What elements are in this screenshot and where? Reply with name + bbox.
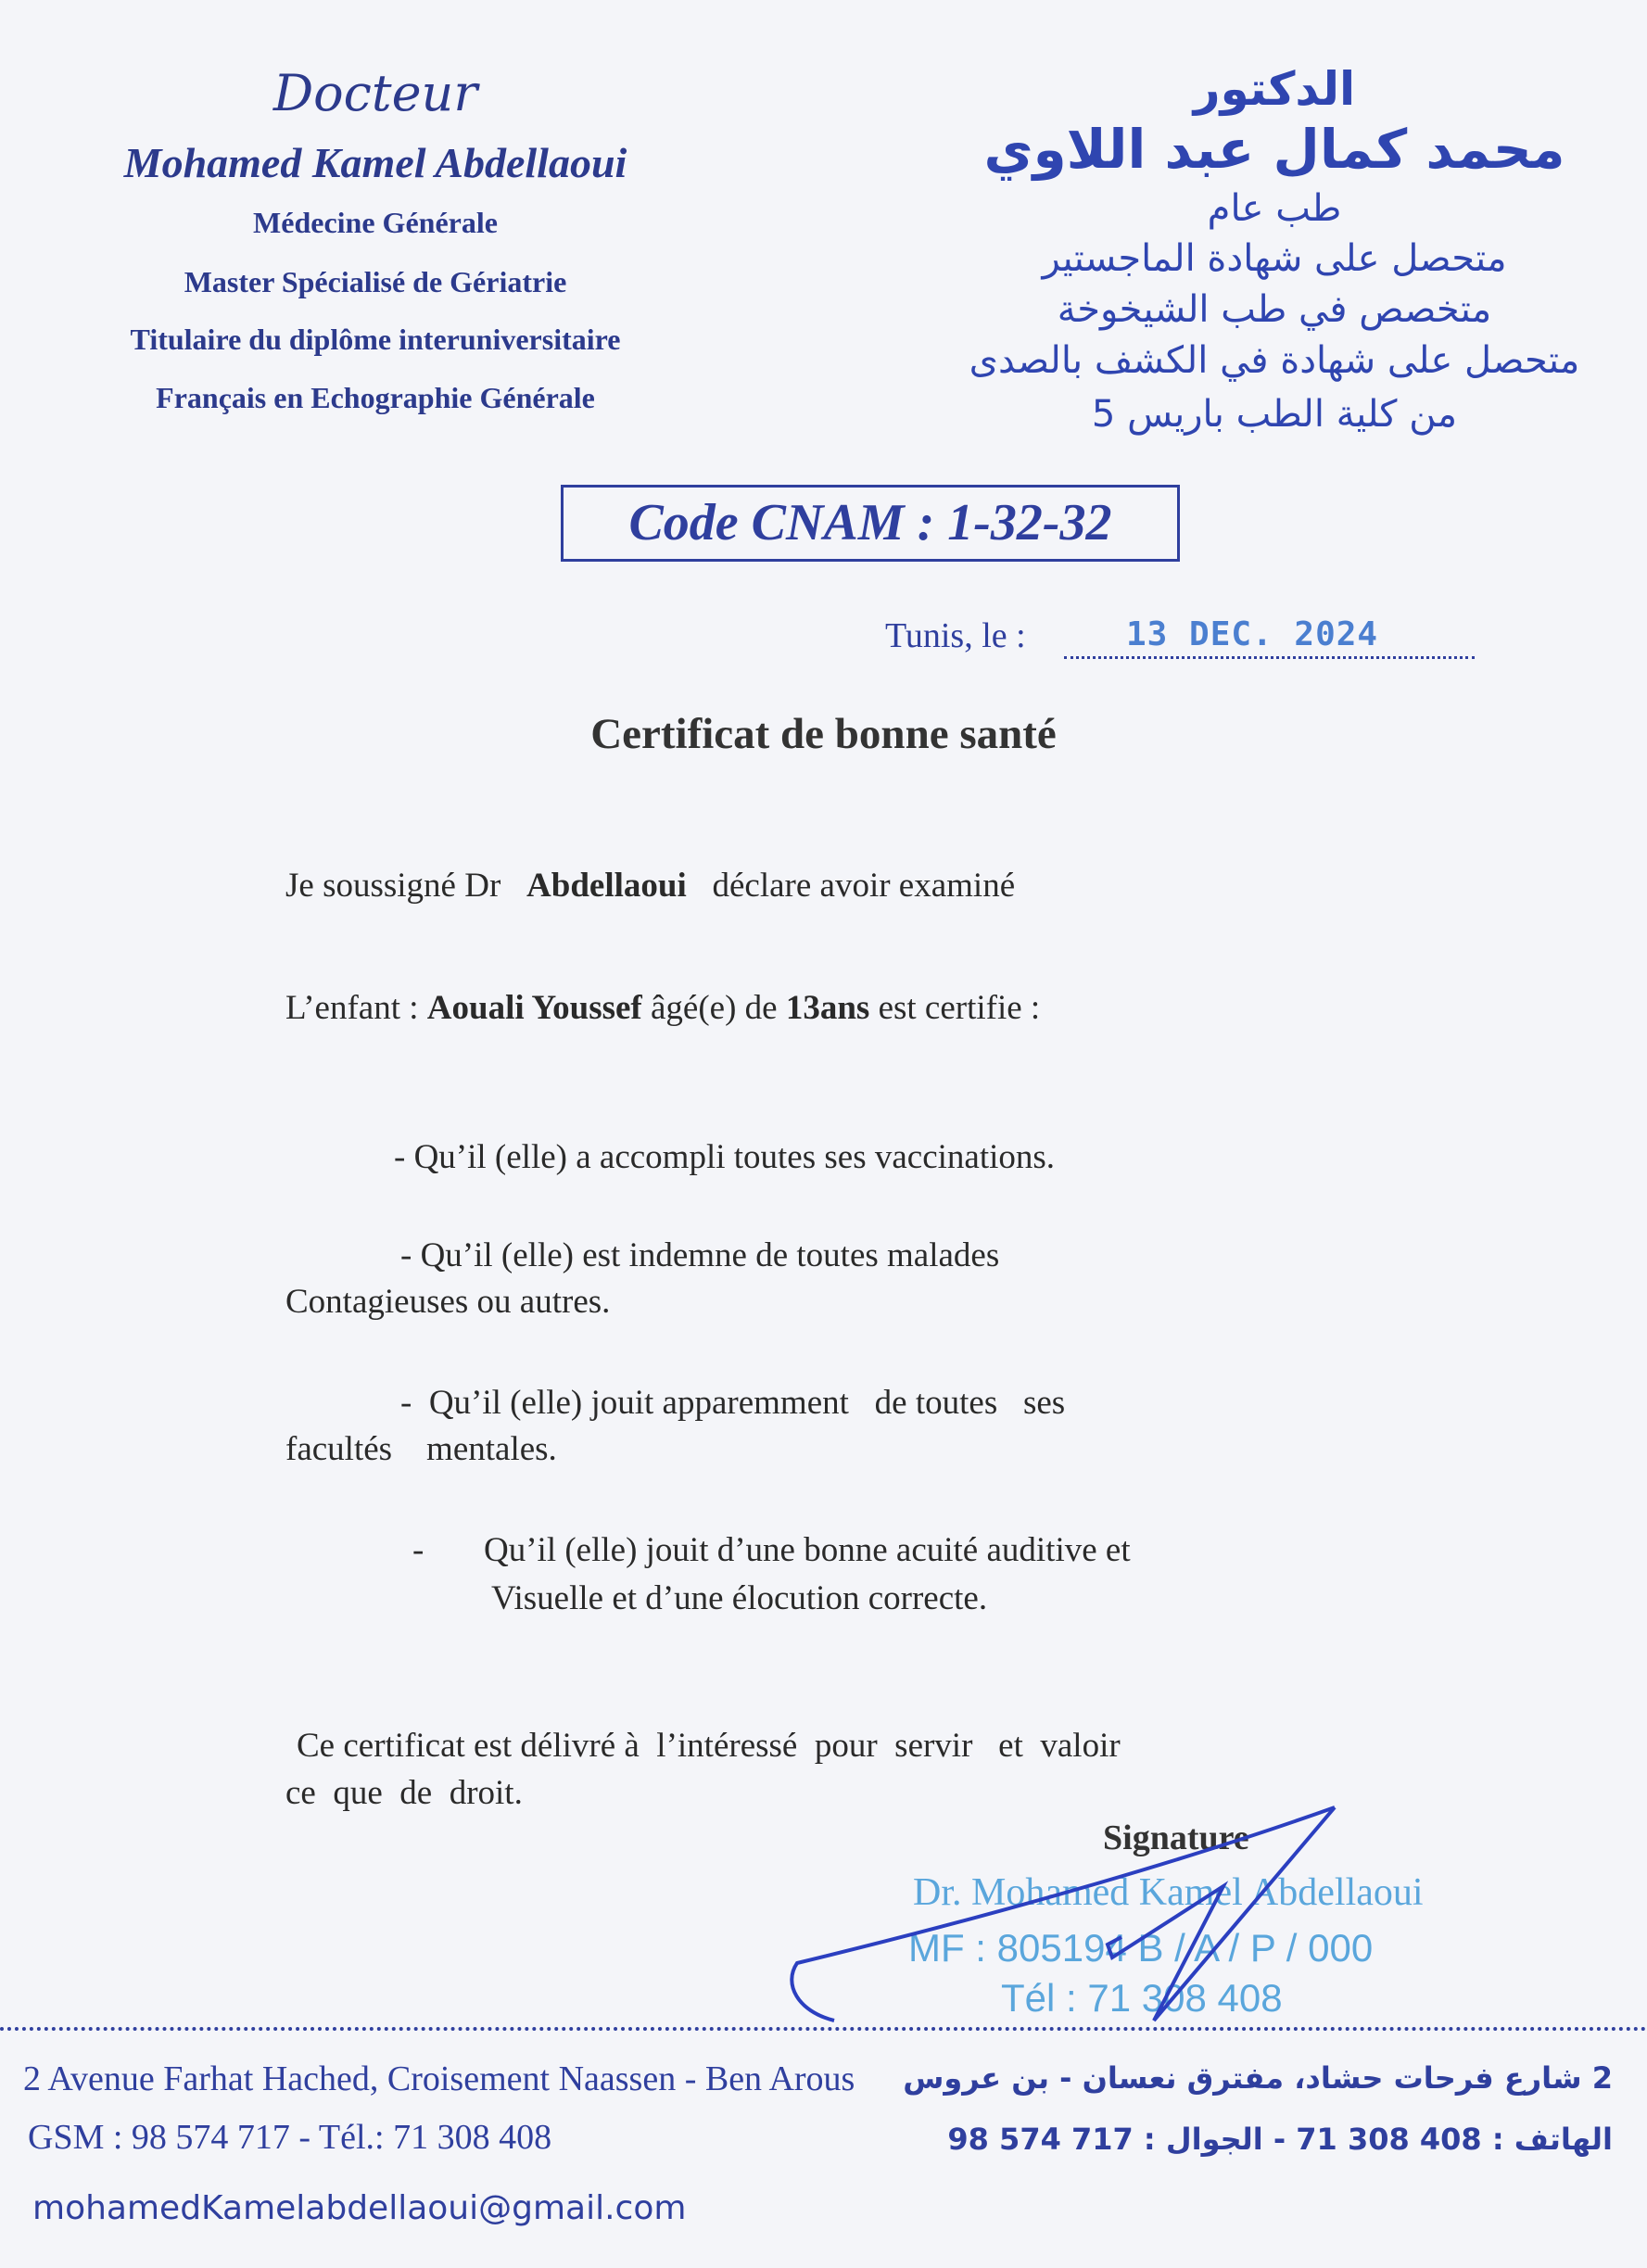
stamp-tel: Tél : 71 308 408: [1001, 1976, 1283, 2020]
footer-address-fr: 2 Avenue Farhat Hached, Croisement Naassen - Ben Arous: [23, 2059, 855, 2098]
stamp-mf: MF : 805194 B / A / P / 000: [908, 1926, 1374, 1970]
patient-age: 13ans: [785, 989, 870, 1027]
bullet-3-cont: facultés mentales.: [285, 1430, 557, 1468]
bullet-2-cont: Contagieuses ou autres.: [285, 1283, 611, 1321]
bullet-3: - Qu’il (elle) jouit apparemment de toutes ses: [400, 1384, 1066, 1422]
text: Je soussigné Dr: [285, 867, 501, 905]
text: est certifie :: [878, 989, 1041, 1027]
text: âgé(e) de: [651, 989, 778, 1027]
doctor-title-ar: الدكتور: [1193, 62, 1356, 116]
bullet-4-dash: -: [412, 1531, 424, 1569]
text: L’enfant :: [285, 989, 419, 1027]
bullet-1: - Qu’il (elle) a accompli toutes ses vaccinations.: [394, 1138, 1056, 1176]
closing-line-2: ce que de droit.: [285, 1774, 523, 1812]
qualification-ar: طب عام: [1207, 187, 1342, 230]
footer-divider: [0, 2027, 1647, 2031]
qualification-line: Médecine Générale: [253, 206, 498, 239]
place-date-label: Tunis, le :: [885, 616, 1026, 655]
date-stamp: 13 DEC. 2024: [1126, 615, 1379, 653]
bullet-4-cont: Visuelle et d’une élocution correcte.: [491, 1579, 988, 1617]
code-cnam-box: Code CNAM : 1-32-32: [561, 485, 1180, 562]
doctor-name-ar: محمد كمال عبد اللاوي: [983, 118, 1565, 181]
qualification-ar: متخصص في طب الشيخوخة: [1057, 288, 1492, 331]
qualification-line: Master Spécialisé de Gériatrie: [184, 265, 567, 298]
footer-address-ar: 2 شارع فرحات حشاد، مفترق نعسان - بن عروس: [903, 2060, 1613, 2096]
signature-label: Signature: [1103, 1818, 1249, 1857]
doctor-title-fr: Docteur: [272, 64, 478, 122]
footer-email: mohamedKamelabdellaoui@gmail.com: [32, 2189, 687, 2227]
patient-name: Aouali Youssef: [426, 989, 642, 1027]
doctor-name-fr: Mohamed Kamel Abdellaoui: [123, 139, 627, 186]
footer-phones-ar: الهاتف : 408 308 71 - الجوال : 717 574 98: [947, 2122, 1613, 2157]
bullet-2: - Qu’il (elle) est indemne de toutes malades: [400, 1236, 1000, 1274]
stamp-name: Dr. Mohamed Kamel Abdellaoui: [913, 1871, 1424, 1914]
qualification-ar: متحصل على شهادة في الكشف بالصدى: [969, 339, 1580, 382]
bullet-4: Qu’il (elle) jouit d’une bonne acuité auditive et: [484, 1531, 1131, 1569]
qualification-line: Français en Echographie Générale: [156, 381, 595, 414]
qualification-line: Titulaire du diplôme interuniversitaire: [130, 323, 621, 356]
text: déclare avoir examiné: [712, 867, 1016, 905]
certificate-title: Certificat de bonne santé: [590, 710, 1057, 758]
qualification-ar: من كلية الطب باريس 5: [1091, 393, 1458, 436]
closing-line-1: Ce certificat est délivré à l’intéressé pour servir et valoir: [297, 1727, 1121, 1765]
qualification-ar: متحصل على شهادة الماجستير: [1042, 237, 1507, 280]
footer-phones-fr: GSM : 98 574 717 - Tél.: 71 308 408: [28, 2118, 552, 2157]
doctor-surname: Abdellaoui: [526, 867, 687, 905]
